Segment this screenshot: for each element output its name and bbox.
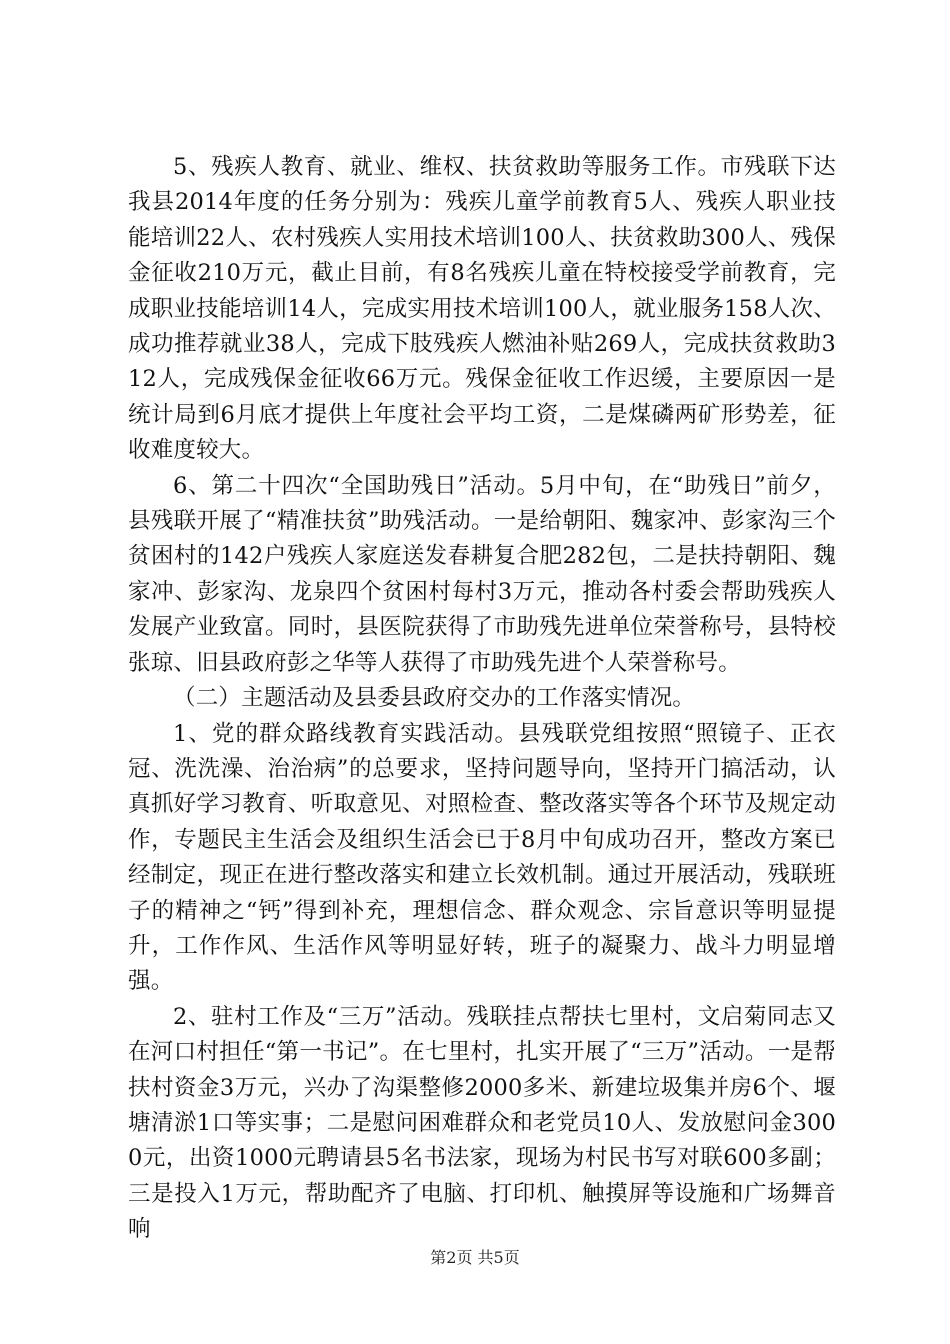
paragraph-disability-services: 5、残疾人教育、就业、维权、扶贫救助等服务工作。市残联下达我县2014年度的任务分别为：残疾儿童学前教育5人、残疾人职业技能培训22人、农村残疾人实用技术培训100人、扶贫救助300人、残保金征收210万元，截止目前，有8名残疾儿童在特校接受学前教育，完成职业技能培训14人，完成实用技术培训100人，就业服务158人次、成功推荐就业38人，完成下肢残疾人燃油补贴269人，完成扶贫救助312人，完成残保金征收66万元。残保金征收工作迟缓，主要原因一是统计局到6月底才提供上年度社会平均工资，二是煤磷两矿形势差，征收难度较大。 [128,154,836,464]
paragraph-mass-line-campaign: 1、党的群众路线教育实践活动。县残联党组按照“照镜子、正衣冠、洗洗澡、治治病”的总要求，坚持问题导向，坚持开门搞活动，认真抓好学习教育、听取意见、对照检查、整改落实等各个环节及规定动作，专题民主生活会及组织生活会已于8月中旬成功召开，整改方案已经制定，现正在进行整改落实和建立长效机制。通过开展活动，残联班子的精神之“钙”得到补充，理想信念、群众观念、宗旨意识等明显提升，工作作风、生活作风等明显好转，班子的凝聚力、战斗力明显增强。 [128,720,836,995]
paragraph-village-work: 2、驻村工作及“三万”活动。残联挂点帮扶七里村，文启菊同志又在河口村担任“第一书记”。在七里村，扎实开展了“三万”活动。一是帮扶村资金3万元，兴办了沟渠整修2000多米、新建垃圾集并房6个、堰塘清淤1口等实事；二是慰问困难群众和老党员10人、发放慰问金3000元，出资1000元聘请县5名书法家，现场为村民书写对联600多副；三是投入1万元，帮助配齐了电脑、打印机、触摸屏等设施和广场舞音响 [128,1003,836,1243]
page-footer: 第2页 共5页 [430,1248,520,1267]
document-body [128,150,836,1248]
paragraph-section-heading: （二）主题活动及县委县政府交办的工作落实情况。 [173,685,696,712]
paragraph-disability-aid-day: 6、第二十四次“全国助残日”活动。5月中旬，在“助残日”前夕，县残联开展了“精准扶贫”助残活动。一是给朝阳、魏家冲、彭家沟三个贫困村的142户残疾人家庭送发春耕复合肥282包，二是扶持朝阳、魏家冲、彭家沟、龙泉四个贫困村每村3万元，推动各村委会帮助残疾人发展产业致富。同时，县医院获得了市助残先进单位荣誉称号，县特校张琼、旧县政府彭之华等人获得了市助残先进个人荣誉称号。 [128,472,836,676]
